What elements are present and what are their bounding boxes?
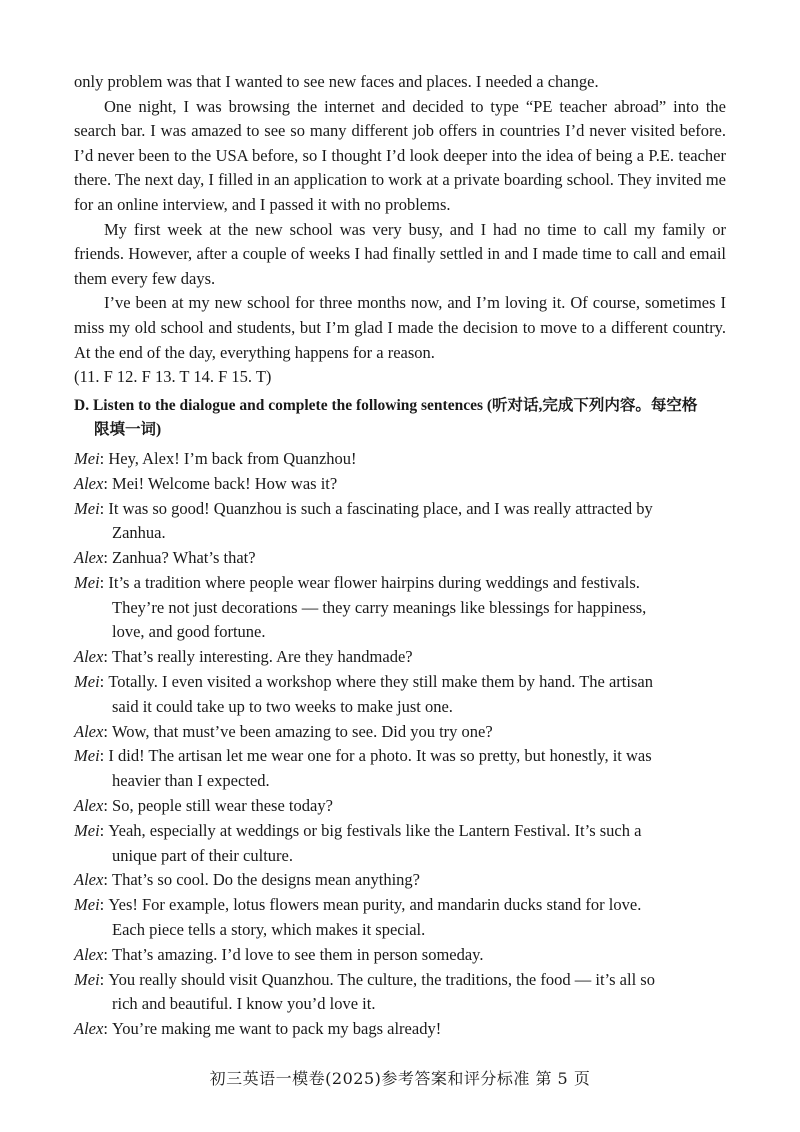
paragraph-4: I’ve been at my new school for three months now, and I’m loving it. Of course, sometimes I miss my old school and students, but I’m glad I made the decision to move to a different country. At the end of the day, everything happens for a reason. — [74, 293, 726, 362]
dialogue-turn — [74, 497, 726, 521]
dialogue-continuation: unique part of their culture. — [112, 845, 293, 865]
dialogue-text: Yes! For example, lotus flowers mean purity, and mandarin ducks stand for love. — [108, 895, 642, 915]
speaker-colon: : — [99, 572, 109, 592]
dialogue-continuation: said it could take up to two weeks to make just one. — [112, 696, 453, 716]
dialogue-text: Yeah, especially at weddings or big festivals like the Lantern Festival. It’s such a — [108, 820, 642, 840]
speaker-colon: : — [99, 448, 109, 468]
dialogue-continuation: They’re not just decorations — they carry meanings like blessings for happiness, — [112, 597, 647, 617]
page-footer: 初三英语一模卷(2025)参考答案和评分标准 第 5 页 — [209, 1069, 591, 1088]
dialogue-text: It was so good! Quanzhou is such a fascinating place, and I was really attracted by — [108, 498, 653, 518]
speaker-name: Alex — [74, 870, 104, 890]
dialogue-turn — [74, 472, 726, 496]
dialogue-text: Totally. I even visited a workshop where they still make them by hand. The artisan — [108, 672, 653, 692]
dialogue-text: So, people still wear these today? — [112, 796, 333, 816]
speaker-colon: : — [103, 870, 113, 890]
speaker-colon: : — [103, 796, 113, 816]
dialogue-text: You’re making me want to pack my bags already! — [112, 1019, 442, 1039]
dialogue-text: I did! The artisan let me wear one for a photo. It was so pretty, but honestly, it was — [108, 746, 652, 766]
speaker-name: Alex — [74, 944, 104, 964]
speaker-name: Mei — [74, 672, 100, 692]
dialogue-continuation: heavier than I expected. — [112, 771, 270, 791]
dialogue-turn — [74, 794, 726, 818]
dialogue-turn — [74, 571, 726, 595]
dialogue-turn — [74, 968, 726, 992]
speaker-name: Mei — [74, 572, 100, 592]
dialogue-turn — [74, 645, 726, 669]
speaker-name: Mei — [74, 969, 100, 989]
speaker-name: Alex — [74, 796, 104, 816]
speaker-name: Alex — [74, 548, 104, 568]
speaker-colon: : — [103, 721, 113, 741]
speaker-name: Alex — [74, 1019, 104, 1039]
dialogue — [74, 447, 726, 1042]
dialogue-text: That’s so cool. Do the designs mean anything? — [112, 870, 420, 890]
dialogue-continuation: Zanhua. — [112, 523, 166, 543]
speaker-colon: : — [103, 944, 113, 964]
speaker-colon: : — [103, 548, 113, 568]
dialogue-turn — [74, 819, 726, 843]
speaker-name: Mei — [74, 448, 100, 468]
speaker-name: Alex — [74, 721, 104, 741]
dialogue-continuation: rich and beautiful. I know you’d love it. — [112, 994, 376, 1014]
dialogue-turn — [74, 546, 726, 570]
dialogue-continuation: love, and good fortune. — [112, 622, 266, 642]
speaker-name: Alex — [74, 473, 104, 493]
speaker-colon: : — [99, 820, 109, 840]
dialogue-turn — [74, 893, 726, 917]
speaker-colon: : — [99, 895, 109, 915]
speaker-name: Alex — [74, 647, 104, 667]
section-d-heading-line2: 限填一词) — [94, 421, 162, 439]
dialogue-turn — [74, 1017, 726, 1041]
speaker-colon: : — [99, 498, 109, 518]
speaker-name: Mei — [74, 746, 100, 766]
dialogue-turn — [74, 943, 726, 967]
dialogue-turn — [74, 447, 726, 471]
dialogue-text: It’s a tradition where people wear flower hairpins during weddings and festivals. — [108, 572, 640, 592]
speaker-name: Mei — [74, 820, 100, 840]
dialogue-text: That’s really interesting. Are they handmade? — [112, 647, 413, 667]
paragraph-2: One night, I was browsing the internet and decided to type “PE teacher abroad” into the search bar. I was amazed to see so many different job offers in countries I’d never visited before. I’d never been to the USA before, so I thought I’d look deeper into the idea of being a P.E. teacher there. The next day, I filled in an application to work at a private boarding school. They invited me for an online interview, and I passed it with no problems. — [74, 96, 726, 214]
paragraph-1: only problem was that I wanted to see new faces and places. I needed a change. — [74, 72, 599, 91]
dialogue-text: You really should visit Quanzhou. The culture, the traditions, the food — it’s all so — [108, 969, 655, 989]
speaker-colon: : — [99, 672, 109, 692]
speaker-colon: : — [99, 969, 109, 989]
paragraph-3: My first week at the new school was very busy, and I had no time to call my family or friends. However, after a couple of weeks I had finally settled in and I made time to call and email them every few days. — [74, 219, 726, 288]
dialogue-text: That’s amazing. I’d love to see them in person someday. — [112, 944, 484, 964]
speaker-name: Mei — [74, 498, 100, 518]
section-d-heading-line1: D. Listen to the dialogue and complete the following sentences (听对话,完成下列内容。每空格 — [74, 396, 698, 414]
speaker-colon: : — [99, 746, 109, 766]
speaker-colon: : — [103, 647, 113, 667]
speaker-colon: : — [103, 1019, 113, 1039]
dialogue-turn — [74, 868, 726, 892]
dialogue-text: Hey, Alex! I’m back from Quanzhou! — [108, 448, 357, 468]
dialogue-text: Mei! Welcome back! How was it? — [112, 473, 338, 493]
dialogue-turn — [74, 720, 726, 744]
answer-key: (11. F 12. F 13. T 14. F 15. T) — [74, 367, 272, 387]
dialogue-text: Zanhua? What’s that? — [112, 548, 256, 568]
speaker-colon: : — [103, 473, 113, 493]
dialogue-text: Wow, that must’ve been amazing to see. Did you try one? — [112, 721, 493, 741]
dialogue-continuation: Each piece tells a story, which makes it special. — [112, 920, 426, 940]
speaker-name: Mei — [74, 895, 100, 915]
dialogue-turn — [74, 744, 726, 768]
dialogue-turn — [74, 670, 726, 694]
section-d-heading — [74, 394, 726, 443]
